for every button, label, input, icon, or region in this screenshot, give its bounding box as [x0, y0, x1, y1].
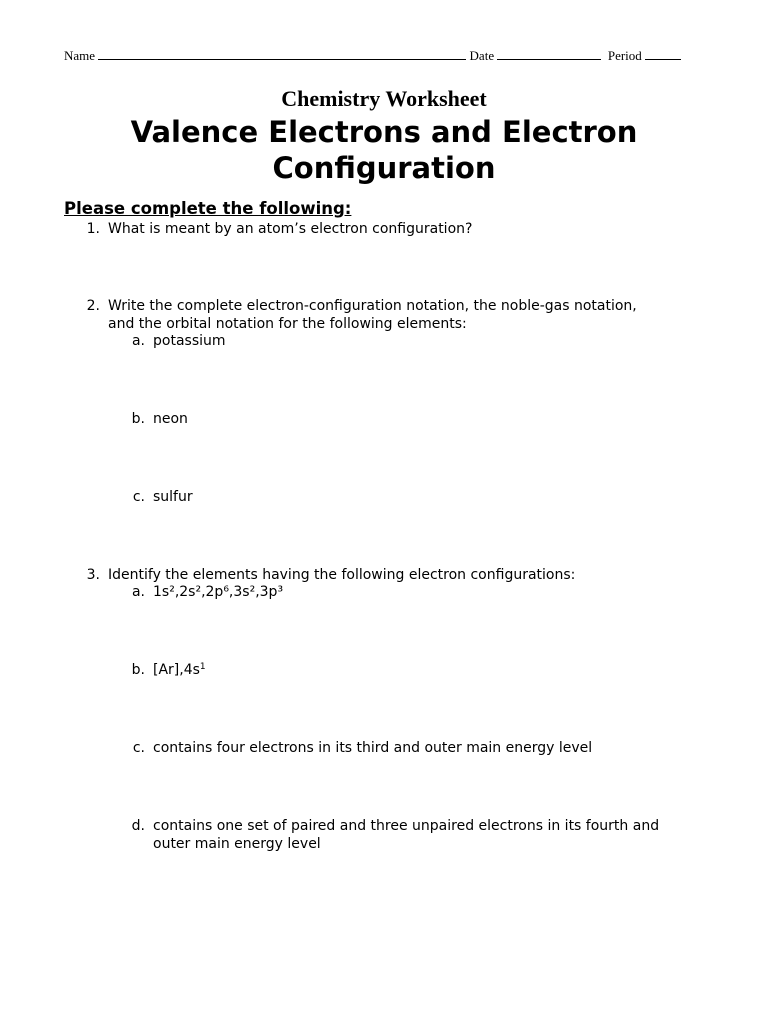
question-number: 1.: [86, 221, 100, 237]
question-3d: [131, 817, 660, 853]
question-3b: [131, 661, 206, 679]
item-letter: c.: [132, 489, 145, 505]
item-text-line-1: contains one set of paired and three unpaired electrons in its fourth and: [153, 818, 660, 834]
main-title: [0, 114, 768, 186]
question-text-line-2: and the orbital notation for the following elements:: [108, 316, 467, 332]
item-text-line-2: outer main energy level: [153, 836, 321, 852]
item-text: contains four electrons in its third and outer main energy level: [153, 740, 593, 756]
question-text: What is meant by an atom’s electron configuration?: [108, 221, 473, 237]
question-1: [86, 220, 473, 238]
name-label: Name: [64, 48, 96, 63]
period-label: Period: [607, 48, 642, 63]
item-text: 1s²,2s²,2p⁶,3s²,3p³: [153, 584, 284, 600]
question-2b: [131, 410, 188, 428]
period-blank[interactable]: [645, 46, 681, 60]
main-title-line-1: Valence Electrons and Electron: [130, 115, 638, 149]
question-2a: [131, 332, 226, 350]
question-3a: [131, 583, 284, 601]
config-base: [Ar],4s: [153, 662, 200, 678]
question-2c: [132, 488, 193, 506]
item-letter: b.: [131, 662, 145, 678]
date-blank[interactable]: [497, 46, 601, 60]
name-blank[interactable]: [98, 46, 466, 60]
question-number: 3.: [86, 567, 100, 583]
item-letter: a.: [131, 333, 145, 349]
question-2: [86, 297, 637, 333]
instructions-heading: Please complete the following:: [64, 199, 352, 218]
question-text-line-1: Write the complete electron-configuration notation, the noble-gas notation,: [108, 298, 637, 314]
item-text: [153, 662, 206, 678]
main-title-line-2: Configuration: [272, 151, 496, 185]
question-3: [86, 566, 576, 584]
question-number: 2.: [86, 298, 100, 314]
config-superscript: 1: [199, 662, 206, 672]
worksheet-title: Chemistry Worksheet: [281, 86, 487, 111]
item-letter: b.: [131, 411, 145, 427]
item-text: potassium: [153, 333, 226, 349]
date-label: Date: [469, 48, 495, 63]
student-info-header: [64, 46, 704, 64]
question-3c: [132, 739, 593, 757]
item-text: neon: [153, 411, 188, 427]
item-letter: c.: [132, 740, 145, 756]
item-letter: a.: [131, 584, 145, 600]
item-letter: d.: [131, 818, 145, 834]
item-text: sulfur: [153, 489, 193, 505]
question-text: Identify the elements having the following electron configurations:: [108, 567, 576, 583]
